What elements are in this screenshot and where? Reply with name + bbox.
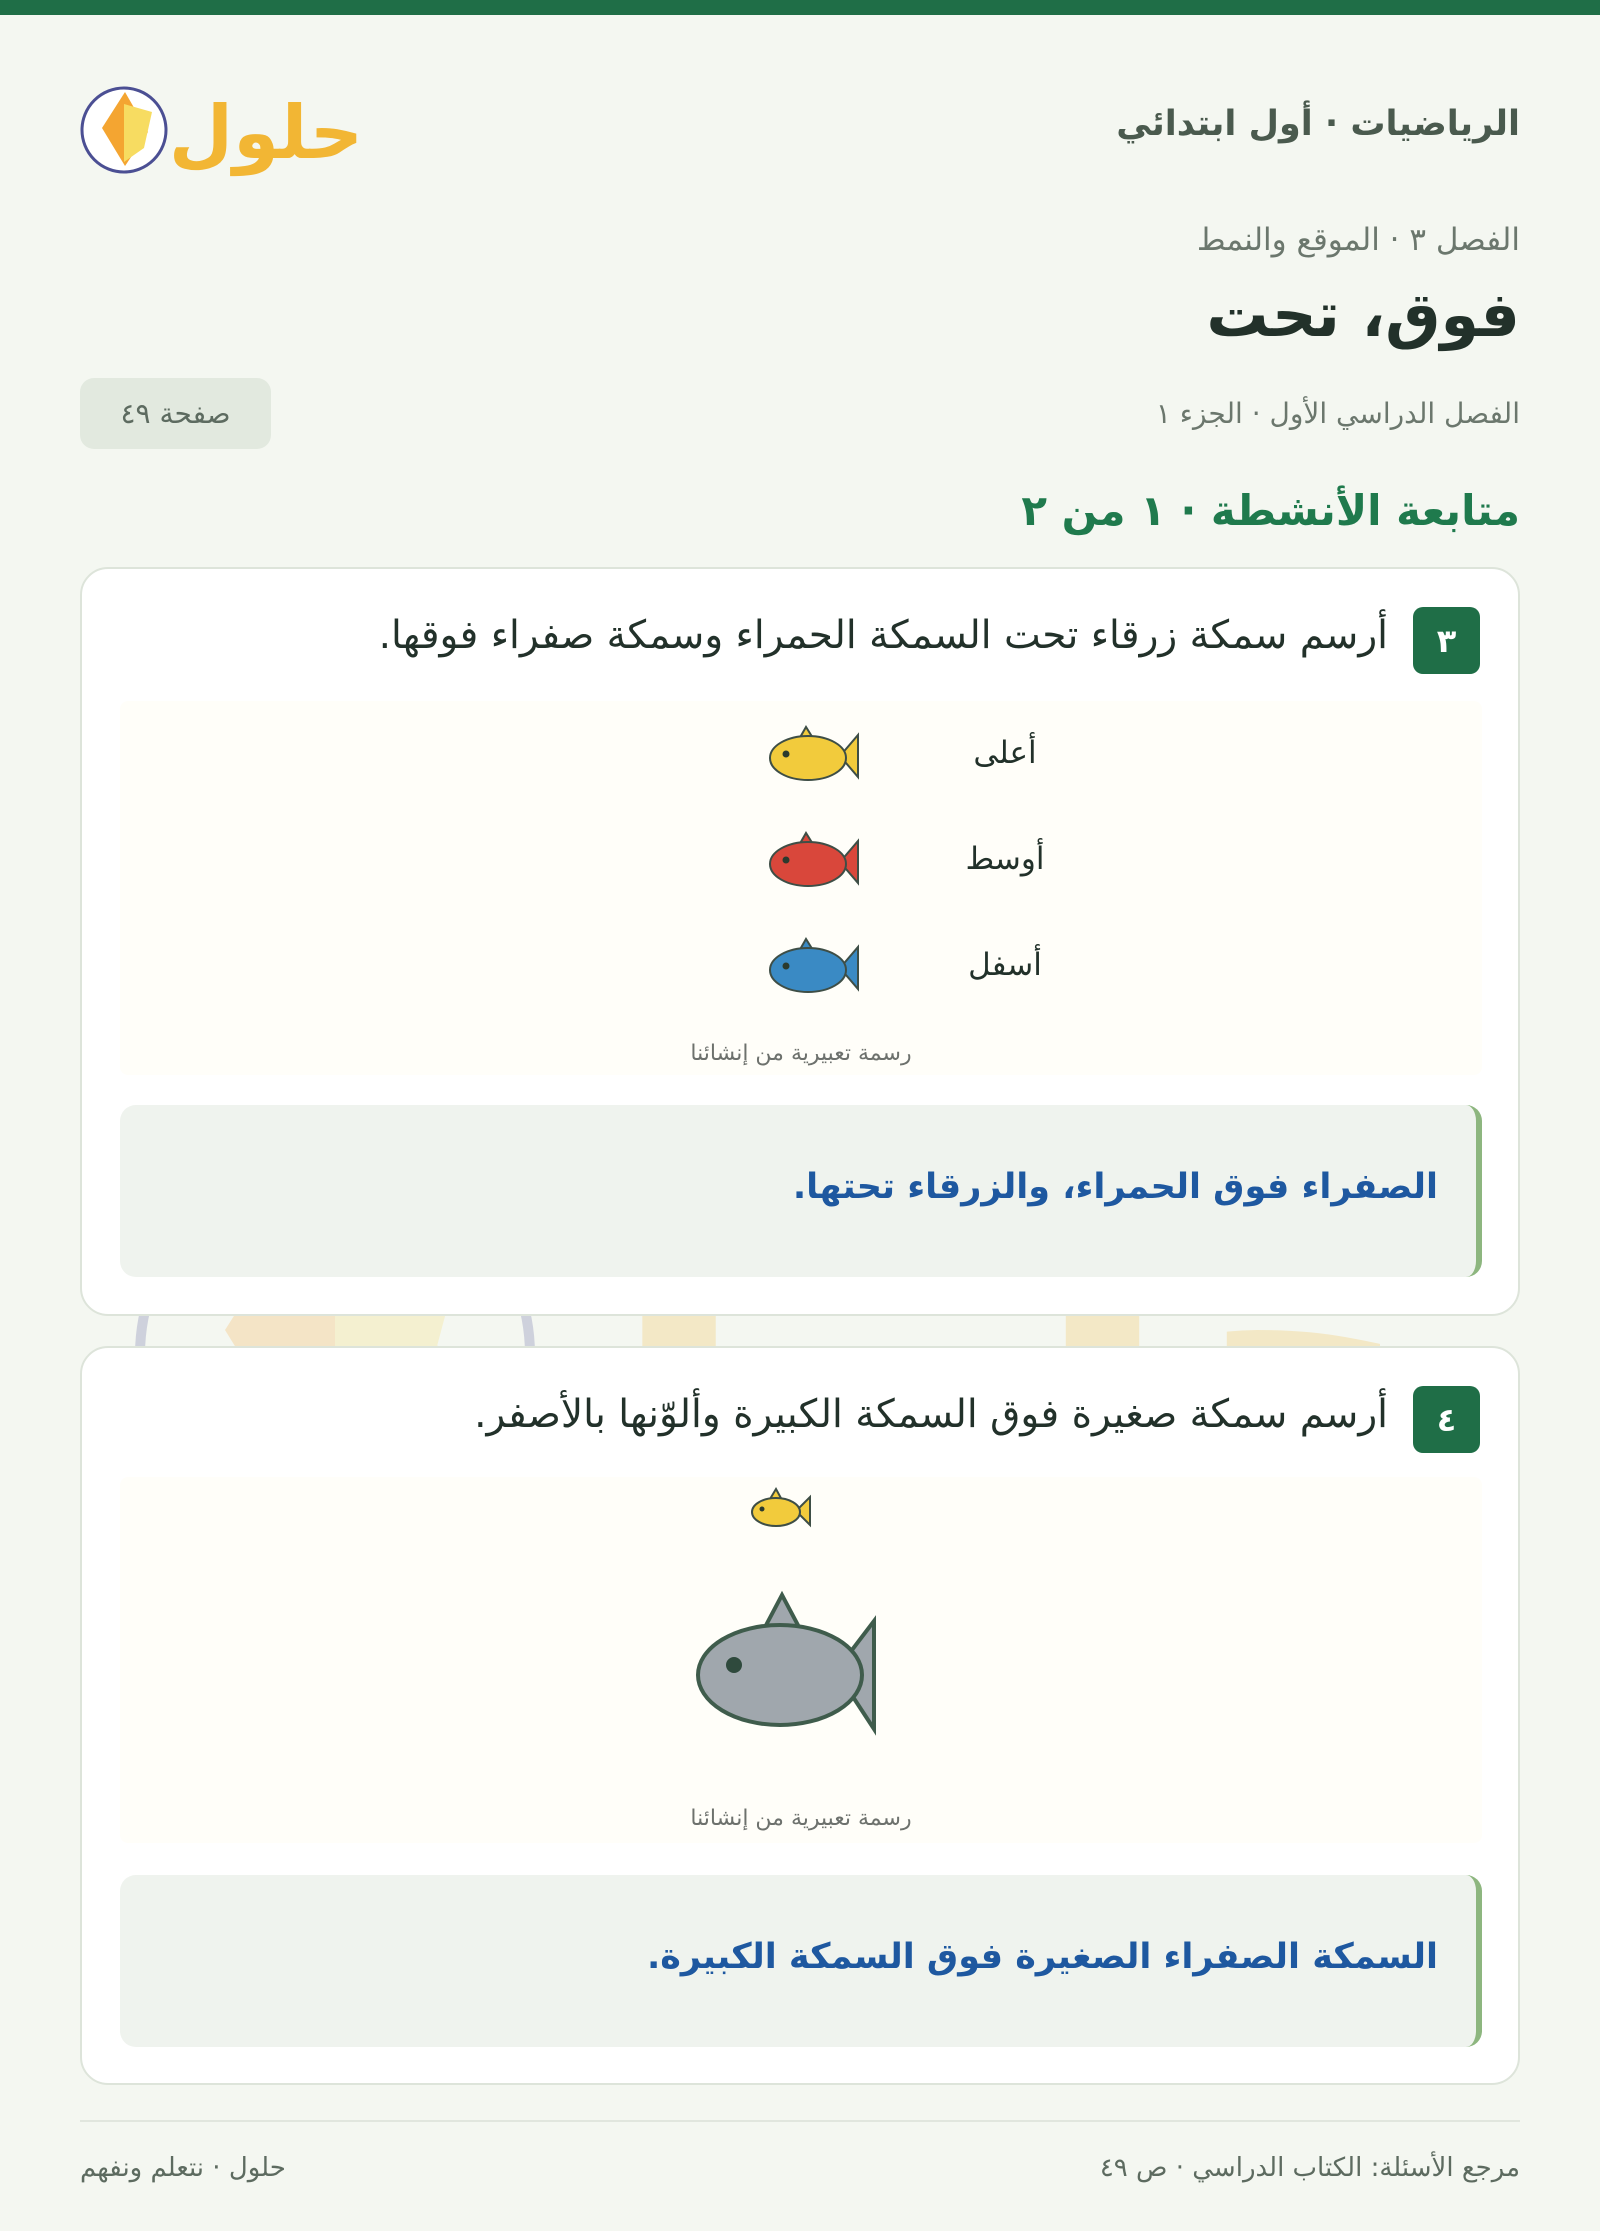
fish-icon [760, 933, 860, 1003]
position-label: أعلى [973, 735, 1037, 771]
small-fish-icon [746, 1485, 812, 1535]
figure-caption: رسمة تعبيرية من إنشائنا [690, 1041, 912, 1066]
fish-row-top [760, 721, 1060, 791]
figure-caption: رسمة تعبيرية من إنشائنا [690, 1806, 912, 1831]
page-header [80, 62, 1520, 202]
fish-row-middle [760, 827, 1060, 897]
question-figure [120, 701, 1482, 1075]
chapter-label: الفصل ٣ · الموقع والنمط [1196, 222, 1520, 258]
fish-icon [760, 827, 860, 897]
question-figure [120, 1477, 1482, 1843]
question-text: أرسم سمكة صغيرة فوق السمكة الكبيرة وألوّنها بالأصفر. [474, 1392, 1388, 1437]
question-number: ٤ [1413, 1386, 1480, 1453]
lesson-title: فوق، تحت [1206, 278, 1520, 351]
question-text: أرسم سمكة زرقاء تحت السمكة الحمراء وسمكة صفراء فوقها. [378, 613, 1388, 658]
question-card [80, 1346, 1520, 2085]
subject-label: الرياضيات · أول ابتدائي [1116, 104, 1520, 144]
footer-reference: مرجع الأسئلة: الكتاب الدراسي · ص ٤٩ [1099, 2153, 1520, 2183]
answer-text: الصفراء فوق الحمراء، والزرقاء تحتها. [792, 1167, 1438, 1207]
answer-box [120, 1105, 1482, 1277]
logo-text: حلول [168, 90, 360, 176]
top-accent-bar [0, 0, 1600, 15]
position-label: أسفل [968, 947, 1042, 983]
term-label: الفصل الدراسي الأول · الجزء ١ [1155, 397, 1520, 430]
section-title: متابعة الأنشطة · ١ من ٢ [1021, 486, 1520, 535]
answer-box [120, 1875, 1482, 2047]
question-number: ٣ [1413, 607, 1480, 674]
page-badge: صفحة ٤٩ [80, 378, 271, 449]
brand-logo[interactable] [80, 62, 360, 202]
footer-divider [80, 2120, 1520, 2122]
question-card [80, 567, 1520, 1316]
fish-icon [760, 721, 860, 791]
answer-text: السمكة الصفراء الصغيرة فوق السمكة الكبيرة. [646, 1937, 1438, 1977]
position-label: أوسط [965, 841, 1045, 877]
fish-row-bottom [760, 933, 1060, 1003]
big-fish-icon [676, 1589, 886, 1749]
footer-brand: حلول · نتعلم ونفهم [80, 2153, 286, 2183]
